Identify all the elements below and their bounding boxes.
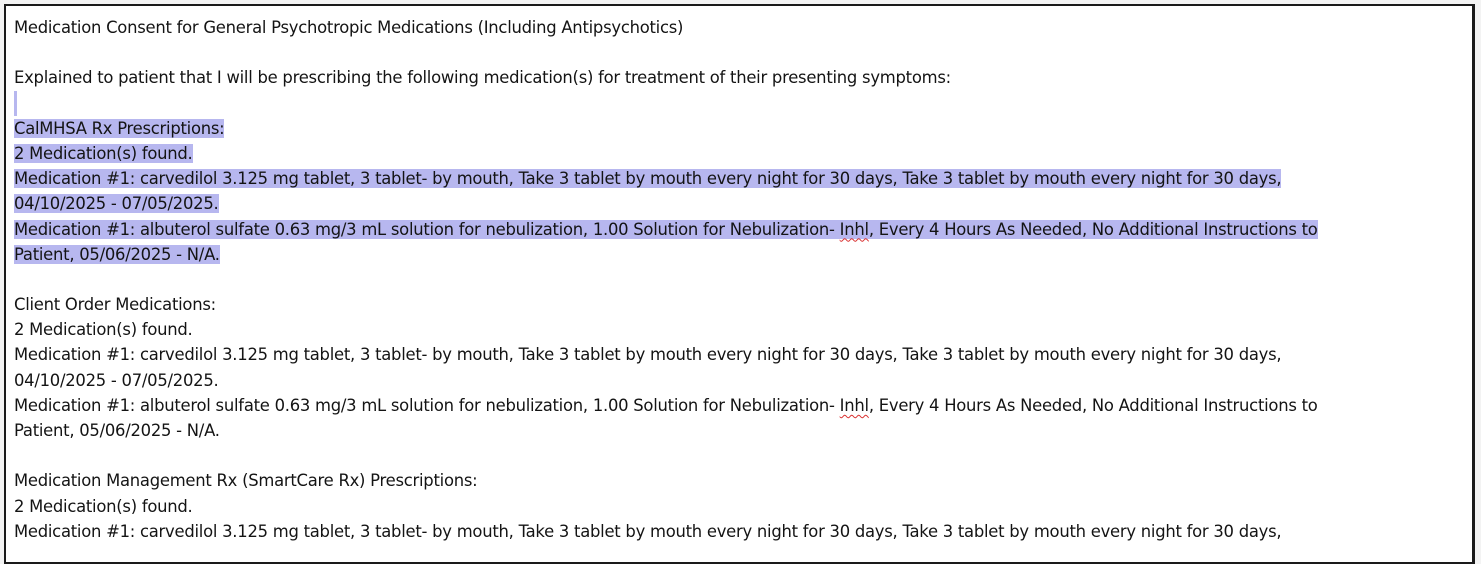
intro-line: Explained to patient that I will be prescribing the following medication(s) for treatment of their presenting symptoms: — [14, 68, 951, 88]
section-header: Medication Management Rx (SmartCare Rx) Prescriptions: — [14, 471, 478, 491]
medication-line — [14, 166, 1454, 191]
section-header-text: CalMHSA Rx Prescriptions: — [14, 118, 225, 138]
medication-count: 2 Medication(s) found. — [14, 320, 193, 340]
medication-count-text: 2 Medication(s) found. — [14, 143, 193, 163]
misspelled-word[interactable]: Inhl — [839, 219, 869, 239]
medication-line — [14, 393, 1454, 418]
medication-count: 2 Medication(s) found. — [14, 496, 193, 516]
medication-line — [14, 191, 1454, 216]
blank-line — [14, 267, 1454, 292]
selection-start-line — [14, 91, 1454, 116]
medication-line-text — [14, 220, 1318, 239]
medication-line-text: 04/10/2025 - 07/05/2025. — [14, 194, 219, 214]
medication-line-text: Medication #1: carvedilol 3.125 mg tablet, 3 tablet- by mouth, Take 3 tablet by mouth every night for 30 days, Take 3 tablet by mouth every night for 30 days, — [14, 169, 1282, 189]
medication-line-text: Patient, 05/06/2025 - N/A. — [14, 244, 220, 264]
misspelled-word[interactable]: Inhl — [839, 395, 869, 415]
medication-count — [14, 141, 1454, 166]
medication-line-part: Medication #1: albuterol sulfate 0.63 mg/3 mL solution for nebulization, 1.00 Solution for Nebulization- — [14, 395, 840, 415]
medication-line: 04/10/2025 - 07/05/2025. — [14, 370, 219, 390]
section-header: Client Order Medications: — [14, 295, 216, 315]
section-header — [14, 116, 1454, 141]
note-text-area[interactable] — [14, 15, 1454, 544]
blank-line — [14, 443, 1454, 468]
medication-line-part: Medication #1: albuterol sulfate 0.63 mg/3 mL solution for nebulization, 1.00 Solution for Nebulization- — [14, 219, 840, 239]
blank-line — [14, 40, 1454, 65]
note-editor[interactable] — [4, 4, 1475, 564]
medication-line: Patient, 05/06/2025 - N/A. — [14, 421, 220, 440]
medication-line — [14, 242, 1454, 267]
medication-line: Medication #1: carvedilol 3.125 mg tablet, 3 tablet- by mouth, Take 3 tablet by mouth every night for 30 days, Take 3 tablet by mouth every night for 30 days, — [14, 521, 1282, 541]
medication-line: Medication #1: carvedilol 3.125 mg tablet, 3 tablet- by mouth, Take 3 tablet by mouth every night for 30 days, Take 3 tablet by mouth every night for 30 days, — [14, 345, 1282, 365]
text-cursor — [14, 91, 17, 116]
medication-line — [14, 217, 1454, 242]
title-line: Medication Consent for General Psychotropic Medications (Including Antipsychotics) — [14, 18, 684, 37]
medication-line-part: , Every 4 Hours As Needed, No Additional Instructions to — [868, 395, 1318, 415]
medication-line-part: , Every 4 Hours As Needed, No Additional Instructions to — [868, 219, 1318, 239]
